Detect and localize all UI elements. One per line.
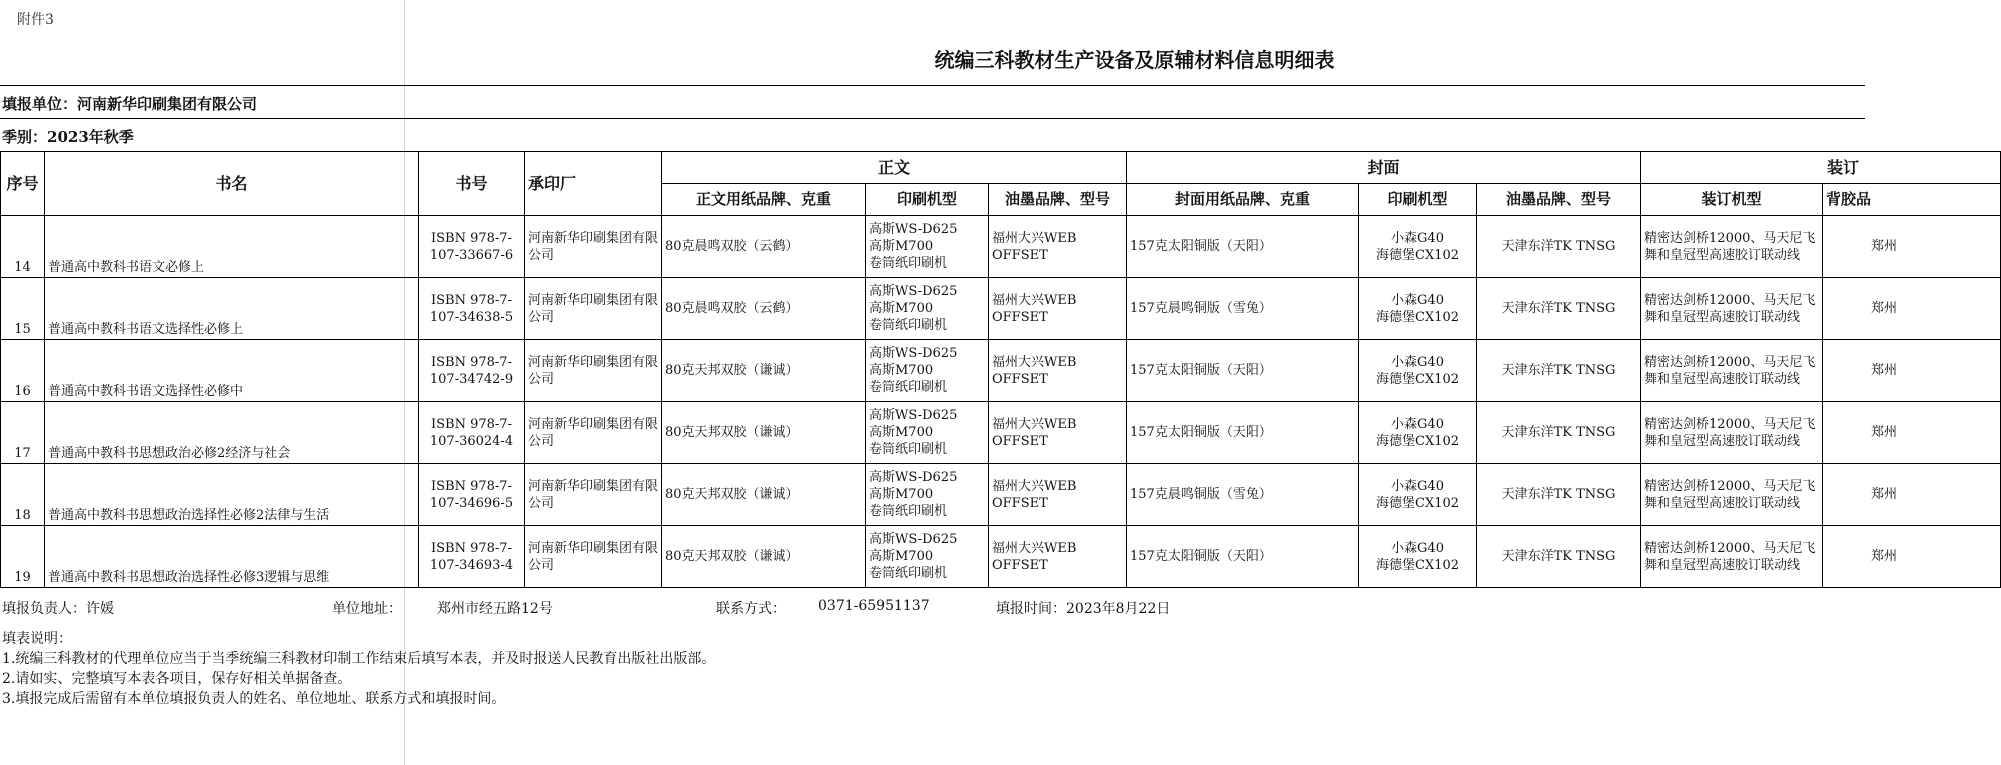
season-value: 2023年秋季 [47, 128, 134, 146]
cell-printer: 河南新华印刷集团有限公司 [525, 340, 662, 402]
cell-isbn: ISBN 978-7-107-33667-6 [419, 216, 525, 278]
header-body-ink: 油墨品牌、型号 [989, 184, 1127, 216]
press-line: 卷筒纸印刷机 [869, 256, 948, 271]
press-line: 高斯M700 [869, 425, 934, 440]
cell-body-paper: 80克天邦双胶（谦诚） [662, 402, 866, 464]
footer-contact-value: 0371-65951137 [818, 598, 930, 614]
cell-isbn: ISBN 978-7-107-34638-5 [419, 278, 525, 340]
cell-bind-machine: 精密达剑桥12000、马天尼飞舞和皇冠型高速胶订联动线 [1641, 278, 1823, 340]
cell-bind-machine: 精密达剑桥12000、马天尼飞舞和皇冠型高速胶订联动线 [1641, 340, 1823, 402]
press-line: 海德堡CX102 [1376, 247, 1460, 263]
header-body-press: 印刷机型 [866, 184, 989, 216]
press-line: 小森G40 [1391, 292, 1444, 308]
annex-label: 附件3 [17, 12, 54, 28]
press-line: 小森G40 [1391, 354, 1444, 370]
cell-cover-press [1359, 464, 1477, 526]
note-item: 2.请如实、完整填写本表各项目，保存好相关单据备查。 [2, 671, 352, 687]
notes-heading: 填表说明： [2, 631, 72, 647]
press-line: 海德堡CX102 [1376, 371, 1460, 387]
cell-seq: 16 [1, 340, 45, 402]
season [2, 126, 134, 147]
reporting-unit-label: 填报单位： [2, 95, 78, 113]
cell-glue: 郑州 [1823, 278, 2001, 340]
cell-body-paper: 80克天邦双胶（谦诚） [662, 340, 866, 402]
press-line: 小森G40 [1391, 478, 1444, 494]
cell-cover-press [1359, 216, 1477, 278]
note-item: 1.统编三科教材的代理单位应当于当季统编三科教材印制工作结束后填写本表，并及时报送人民教育出版社出版部。 [2, 651, 716, 667]
cell-seq: 15 [1, 278, 45, 340]
press-line: 海德堡CX102 [1376, 495, 1460, 511]
table-row [1, 340, 2001, 402]
press-line: 高斯M700 [869, 487, 934, 502]
page-title: 统编三科教材生产设备及原辅材料信息明细表 [934, 48, 1335, 72]
header-group-body: 正文 [662, 152, 1127, 184]
cell-cover-paper: 157克太阳铜版（天阳） [1127, 340, 1359, 402]
header-cover-paper: 封面用纸品牌、克重 [1127, 184, 1359, 216]
table-row [1, 464, 2001, 526]
cell-isbn: ISBN 978-7-107-34693-4 [419, 526, 525, 588]
cell-body-ink: 福州大兴WEB OFFSET [989, 464, 1127, 526]
cell-body-paper: 80克晨鸣双胶（云鹤） [662, 216, 866, 278]
cell-printer: 河南新华印刷集团有限公司 [525, 526, 662, 588]
cell-cover-press [1359, 402, 1477, 464]
material-table [0, 151, 2001, 588]
cell-body-paper: 80克晨鸣双胶（云鹤） [662, 278, 866, 340]
header-seq: 序号 [1, 152, 45, 216]
cell-cover-ink: 天津东洋TK TNSG [1477, 216, 1641, 278]
cell-glue: 郑州 [1823, 402, 2001, 464]
cell-body-ink: 福州大兴WEB OFFSET [989, 340, 1127, 402]
cell-body-press [866, 216, 989, 278]
cell-bind-machine: 精密达剑桥12000、马天尼飞舞和皇冠型高速胶订联动线 [1641, 402, 1823, 464]
cell-cover-ink: 天津东洋TK TNSG [1477, 340, 1641, 402]
cell-body-ink: 福州大兴WEB OFFSET [989, 278, 1127, 340]
cell-body-ink: 福州大兴WEB OFFSET [989, 216, 1127, 278]
press-line: 卷筒纸印刷机 [869, 566, 948, 581]
cell-cover-paper: 157克晨鸣铜版（雪兔） [1127, 464, 1359, 526]
header-isbn: 书号 [419, 152, 525, 216]
cell-seq: 18 [1, 464, 45, 526]
footer-address-value: 郑州市经五路12号 [437, 601, 553, 617]
press-line: 高斯WS-D625 [869, 470, 958, 485]
press-line: 高斯WS-D625 [869, 408, 958, 423]
cell-body-press [866, 464, 989, 526]
cell-seq: 17 [1, 402, 45, 464]
header-book: 书名 [45, 152, 419, 216]
press-line: 高斯WS-D625 [869, 222, 958, 237]
cell-body-press [866, 526, 989, 588]
table-row [1, 216, 2001, 278]
cell-bind-machine: 精密达剑桥12000、马天尼飞舞和皇冠型高速胶订联动线 [1641, 216, 1823, 278]
header-cover-press: 印刷机型 [1359, 184, 1477, 216]
press-line: 卷筒纸印刷机 [869, 318, 948, 333]
header-group-cover: 封面 [1127, 152, 1641, 184]
cell-body-press [866, 278, 989, 340]
cell-printer: 河南新华印刷集团有限公司 [525, 278, 662, 340]
press-line: 高斯M700 [869, 363, 934, 378]
press-line: 高斯M700 [869, 239, 934, 254]
header-printer: 承印厂 [525, 152, 662, 216]
cell-isbn: ISBN 978-7-107-34696-5 [419, 464, 525, 526]
footer-time: 填报时间：2023年8月22日 [996, 601, 1171, 617]
press-line: 卷筒纸印刷机 [869, 380, 948, 395]
cell-cover-paper: 157克晨鸣铜版（雪兔） [1127, 278, 1359, 340]
cell-cover-ink: 天津东洋TK TNSG [1477, 464, 1641, 526]
cell-cover-ink: 天津东洋TK TNSG [1477, 402, 1641, 464]
table-row [1, 526, 2001, 588]
cell-book-title: 普通高中教科书思想政治选择性必修2法律与生活 [45, 464, 419, 526]
cell-body-ink: 福州大兴WEB OFFSET [989, 526, 1127, 588]
cell-body-paper: 80克天邦双胶（谦诚） [662, 464, 866, 526]
cell-bind-machine: 精密达剑桥12000、马天尼飞舞和皇冠型高速胶订联动线 [1641, 464, 1823, 526]
press-line: 卷筒纸印刷机 [869, 504, 948, 519]
note-item: 3.填报完成后需留有本单位填报负责人的姓名、单位地址、联系方式和填报时间。 [2, 691, 506, 707]
cell-cover-ink: 天津东洋TK TNSG [1477, 526, 1641, 588]
reporting-unit [2, 93, 257, 114]
cell-isbn: ISBN 978-7-107-34742-9 [419, 340, 525, 402]
press-line: 小森G40 [1391, 540, 1444, 556]
press-line: 高斯M700 [869, 301, 934, 316]
cell-book-title: 普通高中教科书语文必修上 [45, 216, 419, 278]
filling-notes [2, 629, 715, 709]
cell-cover-ink: 天津东洋TK TNSG [1477, 278, 1641, 340]
cell-cover-paper: 157克太阳铜版（天阳） [1127, 402, 1359, 464]
cell-isbn: ISBN 978-7-107-36024-4 [419, 402, 525, 464]
press-line: 小森G40 [1391, 230, 1444, 246]
cell-printer: 河南新华印刷集团有限公司 [525, 464, 662, 526]
cell-book-title: 普通高中教科书思想政治选择性必修3逻辑与思维 [45, 526, 419, 588]
cell-body-ink: 福州大兴WEB OFFSET [989, 402, 1127, 464]
divider [0, 85, 1865, 86]
table-row [1, 402, 2001, 464]
header-bind-machine: 装订机型 [1641, 184, 1823, 216]
cell-glue: 郑州 [1823, 216, 2001, 278]
season-label: 季别： [2, 128, 48, 146]
cell-glue: 郑州 [1823, 464, 2001, 526]
cell-body-press [866, 340, 989, 402]
press-line: 海德堡CX102 [1376, 309, 1460, 325]
cell-body-paper: 80克天邦双胶（谦诚） [662, 526, 866, 588]
cell-seq: 19 [1, 526, 45, 588]
cell-printer: 河南新华印刷集团有限公司 [525, 216, 662, 278]
footer-responsible: 填报负责人：许媛 [2, 601, 114, 617]
press-line: 高斯WS-D625 [869, 284, 958, 299]
cell-book-title: 普通高中教科书语文选择性必修中 [45, 340, 419, 402]
press-line: 海德堡CX102 [1376, 433, 1460, 449]
press-line: 高斯M700 [869, 549, 934, 564]
cell-glue: 郑州 [1823, 340, 2001, 402]
header-body-paper: 正文用纸品牌、克重 [662, 184, 866, 216]
header-cover-ink: 油墨品牌、型号 [1477, 184, 1641, 216]
press-line: 小森G40 [1391, 416, 1444, 432]
cell-cover-paper: 157克太阳铜版（天阳） [1127, 526, 1359, 588]
press-line: 海德堡CX102 [1376, 557, 1460, 573]
cell-printer: 河南新华印刷集团有限公司 [525, 402, 662, 464]
press-line: 卷筒纸印刷机 [869, 442, 948, 457]
press-line: 高斯WS-D625 [869, 346, 958, 361]
footer-address-label: 单位地址： [332, 601, 402, 617]
cell-cover-paper: 157克太阳铜版（天阳） [1127, 216, 1359, 278]
header-glue: 背胶品 [1823, 184, 2001, 216]
press-line: 高斯WS-D625 [869, 532, 958, 547]
cell-cover-press [1359, 340, 1477, 402]
header-group-binding: 装订 [1641, 152, 2001, 184]
divider [0, 118, 1865, 119]
cell-glue: 郑州 [1823, 526, 2001, 588]
table-row [1, 278, 2001, 340]
cell-seq: 14 [1, 216, 45, 278]
cell-book-title: 普通高中教科书思想政治必修2经济与社会 [45, 402, 419, 464]
cell-book-title: 普通高中教科书语文选择性必修上 [45, 278, 419, 340]
cell-body-press [866, 402, 989, 464]
cell-cover-press [1359, 526, 1477, 588]
reporting-unit-value: 河南新华印刷集团有限公司 [77, 95, 258, 113]
table-header-row [1, 152, 2001, 184]
cell-cover-press [1359, 278, 1477, 340]
footer-contact-label: 联系方式： [716, 601, 786, 617]
cell-bind-machine: 精密达剑桥12000、马天尼飞舞和皇冠型高速胶订联动线 [1641, 526, 1823, 588]
